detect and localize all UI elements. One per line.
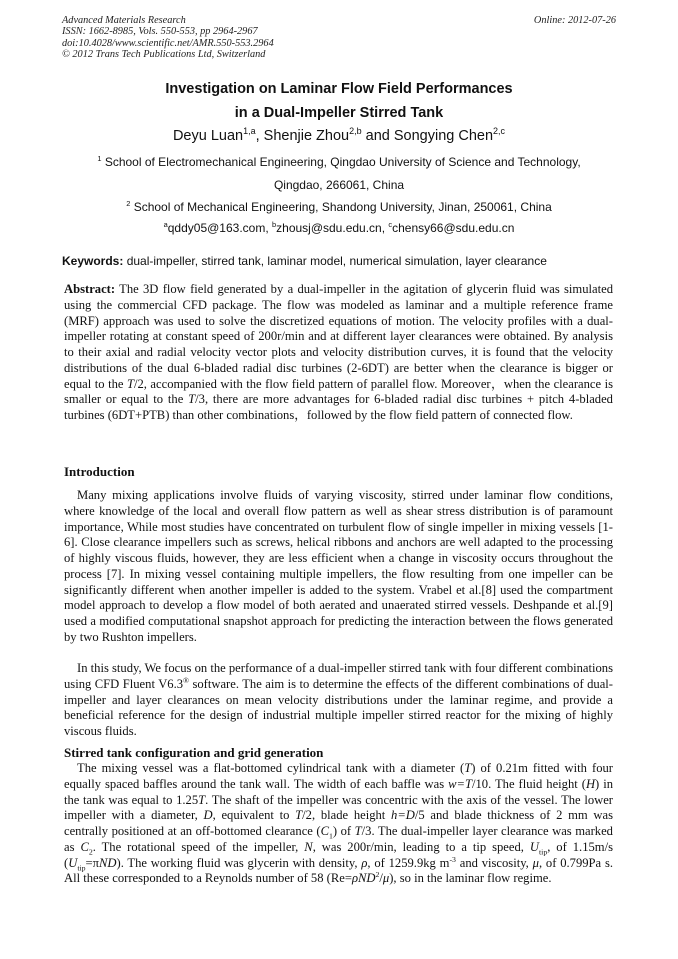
title-line-1: Investigation on Laminar Flow Field Performances — [165, 81, 513, 97]
author-affil-mark: 1,a — [243, 126, 256, 137]
body-text: , of 1259.9kg m — [367, 855, 450, 870]
body-text: /2, blade height — [302, 808, 392, 823]
body-text: /3. The dual-impeller layer clearance was marked as — [64, 824, 613, 854]
math-var: ρND — [351, 871, 376, 886]
math-var: D — [203, 808, 213, 823]
math-var: U — [68, 855, 78, 870]
math-var: T — [126, 376, 134, 391]
author-list — [62, 128, 616, 144]
registered-mark: ® — [183, 675, 189, 685]
body-text: , was 200r/min, leading to a tip speed, — [312, 839, 530, 854]
journal-name: Advanced Materials Research — [62, 15, 186, 26]
email-list — [62, 221, 616, 235]
email-address: qddy05@163.com, — [167, 221, 272, 235]
affiliation-1 — [62, 155, 616, 169]
math-var: μ — [532, 855, 539, 870]
abstract-text: The 3D flow field generated by a dual-impeller in the agitation of glycerin fluid was simulated using the commercial CFD package. The flow was modeled as laminar and a multiple reference frame (MRF) approach was used to solve the discretized equations of motion. The velocity profiles with a dual-impeller rotating at constant speed of 200r/min and at different layer clearances were obtained. By analysis to their axial and radial velocity vector plots and velocity distribution curves, it is found that the velocity distributions of the dual 6-bladed radial disc turbines (2-6DT) are better when the clearance is bigger or equal to the — [64, 282, 613, 391]
body-text: /10. The fluid height ( — [472, 776, 586, 791]
body-text: . The rotational speed of the impeller, — [92, 839, 305, 854]
body-text: software. The aim is to determine the effects of the different combinations of dual-impeller and layer clearances on mean velocity distributions under the laminar regime, and provide a beneficial reference for the design of industrial multiple impeller stirred reactor for the mixing of highly viscous fluids. — [64, 676, 614, 738]
body-text: . The shaft of the impeller was concentric with the axis of the vessel. The lower impeller with a diameter, — [64, 792, 613, 823]
section-heading-stirred-tank: Stirred tank configuration and grid generation — [64, 745, 324, 760]
author-name: Deyu Luan — [172, 128, 244, 144]
body-text: The mixing vessel was a flat-bottomed cylindrical tank with a diameter ( — [77, 761, 465, 775]
affiliation-text: School of Mechanical Engineering, Shandong University, Jinan, 250061, China — [130, 200, 552, 214]
math-var: N — [304, 839, 313, 854]
keywords-label: Keywords: — [62, 254, 124, 268]
body-text: ), so in the laminar flow regime. — [389, 871, 552, 886]
math-var: T — [198, 792, 206, 807]
author-name: Songying Chen — [393, 128, 494, 144]
author-separator: and — [361, 128, 394, 144]
body-text: In this study, We focus on the performance of a dual-impeller stirred tank with four different combinations using CFD Fluent V6.3 — [64, 661, 613, 691]
body-text: , equivalent to — [212, 808, 296, 823]
body-text: and viscosity, — [455, 855, 533, 870]
journal-header — [62, 15, 616, 60]
math-var: U — [529, 839, 539, 854]
email-mark: b — [272, 220, 277, 229]
abstract-text: /2, accompanied with the flow field pattern of parallel flow. Moreover，when the clearance is smaller or equal to the — [64, 376, 613, 407]
body-text: ) of 0.21m fitted with four equally spaced baffles around the tank wall. The width of each baffle was — [64, 761, 613, 791]
math-superscript: 2 — [375, 870, 380, 880]
math-subscript: tip — [77, 863, 86, 873]
body-text: / — [379, 871, 383, 886]
math-var: H — [585, 776, 596, 791]
doi-line: doi:10.4028/www.scientific.net/AMR.550-553.2964 — [62, 37, 274, 49]
affiliation-text: School of Electromechanical Engineering, Qingdao University of Science and Technology, — [101, 155, 581, 169]
email-mark: c — [388, 220, 393, 229]
math-var: ρ — [361, 855, 368, 870]
math-subscript: tip — [538, 847, 548, 857]
body-text: ). The working fluid was glycerin with density, — [116, 855, 362, 870]
author-affil-mark: 2,b — [349, 126, 362, 137]
email-address: zhousj@sdu.edu.cn, — [276, 221, 389, 235]
email-address: chensy66@sdu.edu.cn — [392, 221, 515, 235]
math-var: T — [295, 808, 303, 823]
affiliation-2 — [62, 200, 616, 214]
online-date: Online: 2012-07-26 — [533, 15, 616, 26]
math-var: μ — [382, 871, 390, 886]
abstract-text: /3, there are more advantages for 6-bladed radial disc turbines + pitch 4-bladed turbines (6DT+PTB) than other combinations，followed by the flow field pattern of connected flow. — [64, 392, 613, 422]
abstract-label: Abstract: — [64, 282, 116, 296]
math-var: C — [80, 839, 89, 854]
title-line-2: in a Dual-Impeller Stirred Tank — [234, 105, 444, 121]
affil-mark: 1 — [97, 154, 102, 163]
math-var: T — [354, 824, 362, 838]
affiliation-1-city: Qingdao, 266061, China — [273, 178, 405, 192]
stirred-tank-paragraph — [64, 761, 613, 887]
math-subscript: 1 — [329, 831, 333, 841]
math-var: ND — [99, 855, 117, 870]
keywords-text: dual-impeller, stirred tank, laminar model, numerical simulation, layer clearance — [123, 254, 547, 268]
math-var: C — [320, 824, 329, 838]
copyright-line: © 2012 Trans Tech Publications Ltd, Switzerland — [62, 48, 266, 60]
body-text: , of 1.15m/s ( — [64, 839, 613, 870]
math-superscript: -3 — [449, 854, 456, 864]
intro-paragraph-2 — [64, 661, 613, 740]
section-heading-introduction: Introduction — [64, 464, 135, 479]
intro-paragraph-1: Many mixing applications involve fluids of varying viscosity, stirred under laminar flow conditions, where knowledge of the local and overall flow pattern as well as shear stress distribution is of paramount importance, While most studies have concentrated on turbulent flow of single impeller in mixing vessels [1-6]. Close clearance impellers such as screws, helical ribbons and anchors are well adapted to the processing of highly viscous fluids, however, they are less efficient when a change in viscosity occurs throughout the process [7]. In mixing vessel containing multiple impellers, the flow resulting from one impeller can be significantly different when another impeller is added to the system. Vrabel et al.[8] used the compartment model approach to develop a flow model of both aerated and unaerated stirred vessels. Deshpande et al.[9] used a modified computational snapshot approach for predicting the interaction between the flows generated by two Rushton impellers. — [64, 488, 613, 644]
math-var: h=D — [391, 808, 415, 823]
body-text: /5 and blade thickness of 2 mm was centrally positioned at an off-bottomed clearance ( — [64, 808, 613, 838]
abstract-paragraph — [64, 282, 613, 424]
keywords — [62, 254, 616, 268]
author-separator: , — [255, 128, 264, 144]
math-subscript: 2 — [88, 847, 93, 857]
body-text: ) of — [332, 824, 355, 838]
math-var: T — [464, 761, 472, 775]
body-text: ) in the tank was equal to 1.25 — [64, 776, 614, 807]
body-text: =π — [85, 855, 100, 870]
email-mark: a — [163, 220, 168, 229]
affil-mark: 2 — [126, 199, 131, 208]
author-name: Shenjie Zhou — [263, 128, 350, 144]
math-var: w=T — [448, 776, 473, 791]
math-var: T — [188, 392, 196, 407]
body-text: , of 0.799Pa s. All these corresponded to a Reynolds number of 58 (Re= — [64, 855, 613, 886]
author-affil-mark: 2,c — [493, 126, 506, 137]
issn-line: ISSN: 1662-8985, Vols. 550-553, pp 2964-2967 — [62, 26, 258, 38]
